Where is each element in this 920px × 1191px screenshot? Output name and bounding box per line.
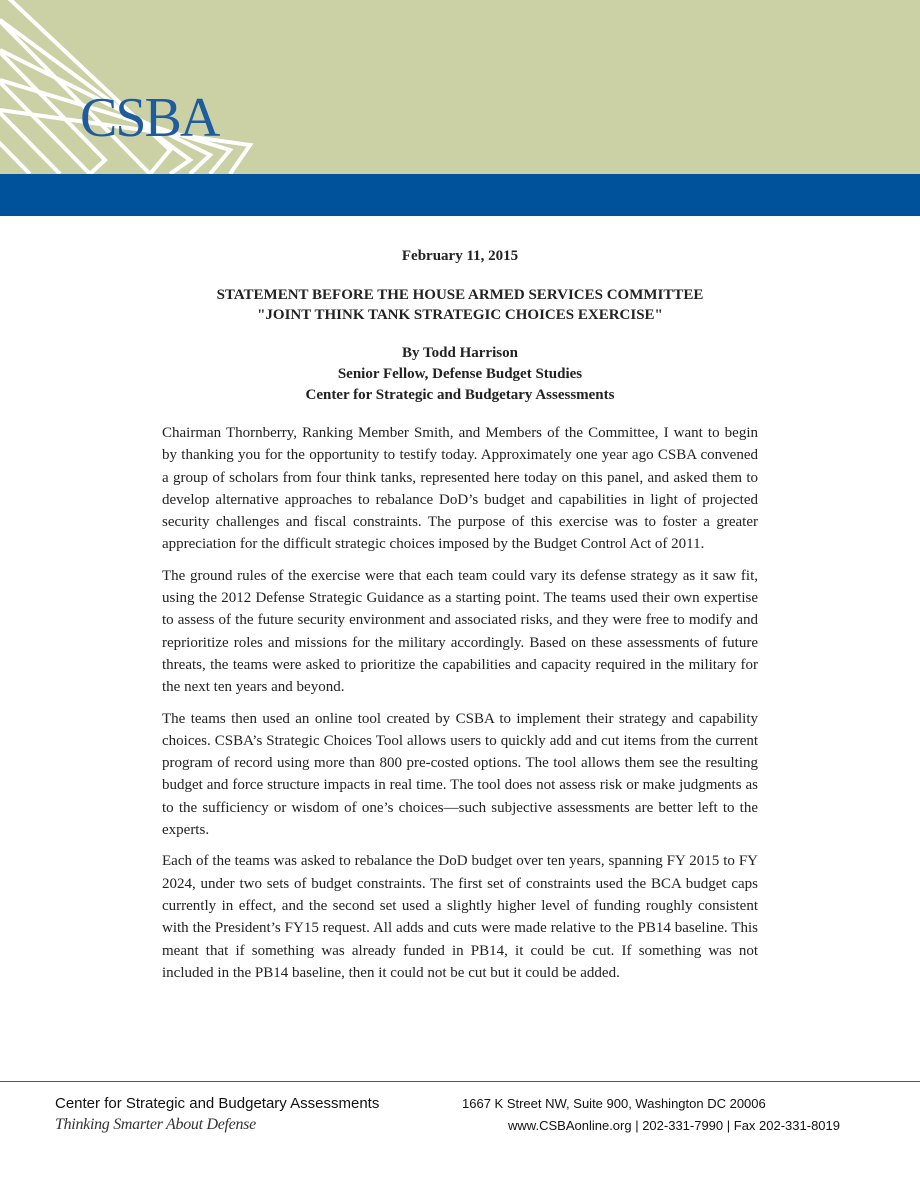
- footer-tagline: Thinking Smarter About Defense: [55, 1116, 256, 1133]
- author-organization: Center for Strategic and Budgetary Assessments: [305, 387, 615, 403]
- header-blue-bar: [0, 174, 920, 216]
- footer-org-name: Center for Strategic and Budgetary Assessments: [55, 1095, 380, 1112]
- body-paragraph: The ground rules of the exercise were that each team could vary its defense strategy as it saw fit, using the 2012 Defense Strategic Guidance as a starting point. The teams used their own expertise to assess of the future security environment and associated risks, and they were free to modify and reprioritize roles and missions for the military accordingly. Based on these assessments of future threats, the teams were asked to prioritize the capabilities and capacity required in the military for the next ten years and beyond.: [162, 567, 758, 696]
- statement-body: [162, 248, 758, 993]
- title-line: STATEMENT BEFORE THE HOUSE ARMED SERVICES COMMITTEE: [216, 287, 704, 303]
- body-paragraph: Each of the teams was asked to rebalance the DoD budget over ten years, spanning FY 2015 to FY 2024, under two sets of budget constraints. The first set of constraints used the BCA budget caps currently in effect, and the second set used a slightly higher level of funding roughly consistent with the President’s FY15 request. All adds and cuts were made relative to the PB14 baseline. This meant that if something was already funded in PB14, it could be cut. If something was not included in the PB14 baseline, then it could not be cut but it could be added.: [162, 853, 758, 981]
- byline: [162, 343, 758, 406]
- footer-divider: [0, 1081, 920, 1082]
- body-paragraph: The teams then used an online tool created by CSBA to implement their strategy and capability choices. CSBA’s Strategic Choices Tool allows users to quickly add and cut items from the current program of record using more than 800 pre-costed options. The tool allows them see the resulting budget and force structure impacts in real time. The tool does not assess risk or make judgments as to the sufficiency or wisdom of one’s choices—such subjective assessments are better left to the experts.: [162, 710, 758, 839]
- title-line: "JOINT THINK TANK STRATEGIC CHOICES EXERCISE": [257, 307, 663, 323]
- footer-contact-info: [462, 1095, 840, 1137]
- body-paragraph: Chairman Thornberry, Ranking Member Smith, and Members of the Committee, I want to begin by thanking you for the opportunity to testify today. Approximately one year ago CSBA convened a group of scholars from four think tanks, represented here today on this panel, and asked them to develop alternative approaches to rebalance DoD’s budget and capabilities in light of projected security challenges and fiscal constraints. The purpose of this exercise was to foster a greater appreciation for the difficult strategic choices imposed by the Budget Control Act of 2011.: [162, 425, 758, 553]
- footer-address: 1667 K Street NW, Suite 900, Washington DC 20006: [462, 1096, 766, 1111]
- letterhead-banner: [0, 0, 920, 216]
- footer-contact-line[interactable]: www.CSBAonline.org | 202-331-7990 | Fax 202-331-8019: [508, 1118, 840, 1133]
- statement-title: [162, 285, 758, 325]
- author-name: By Todd Harrison: [402, 345, 518, 361]
- statement-date: February 11, 2015: [401, 248, 519, 264]
- author-title: Senior Fellow, Defense Budget Studies: [337, 366, 583, 382]
- csba-logo: CSBA: [80, 87, 219, 149]
- footer-organization: [55, 1094, 379, 1136]
